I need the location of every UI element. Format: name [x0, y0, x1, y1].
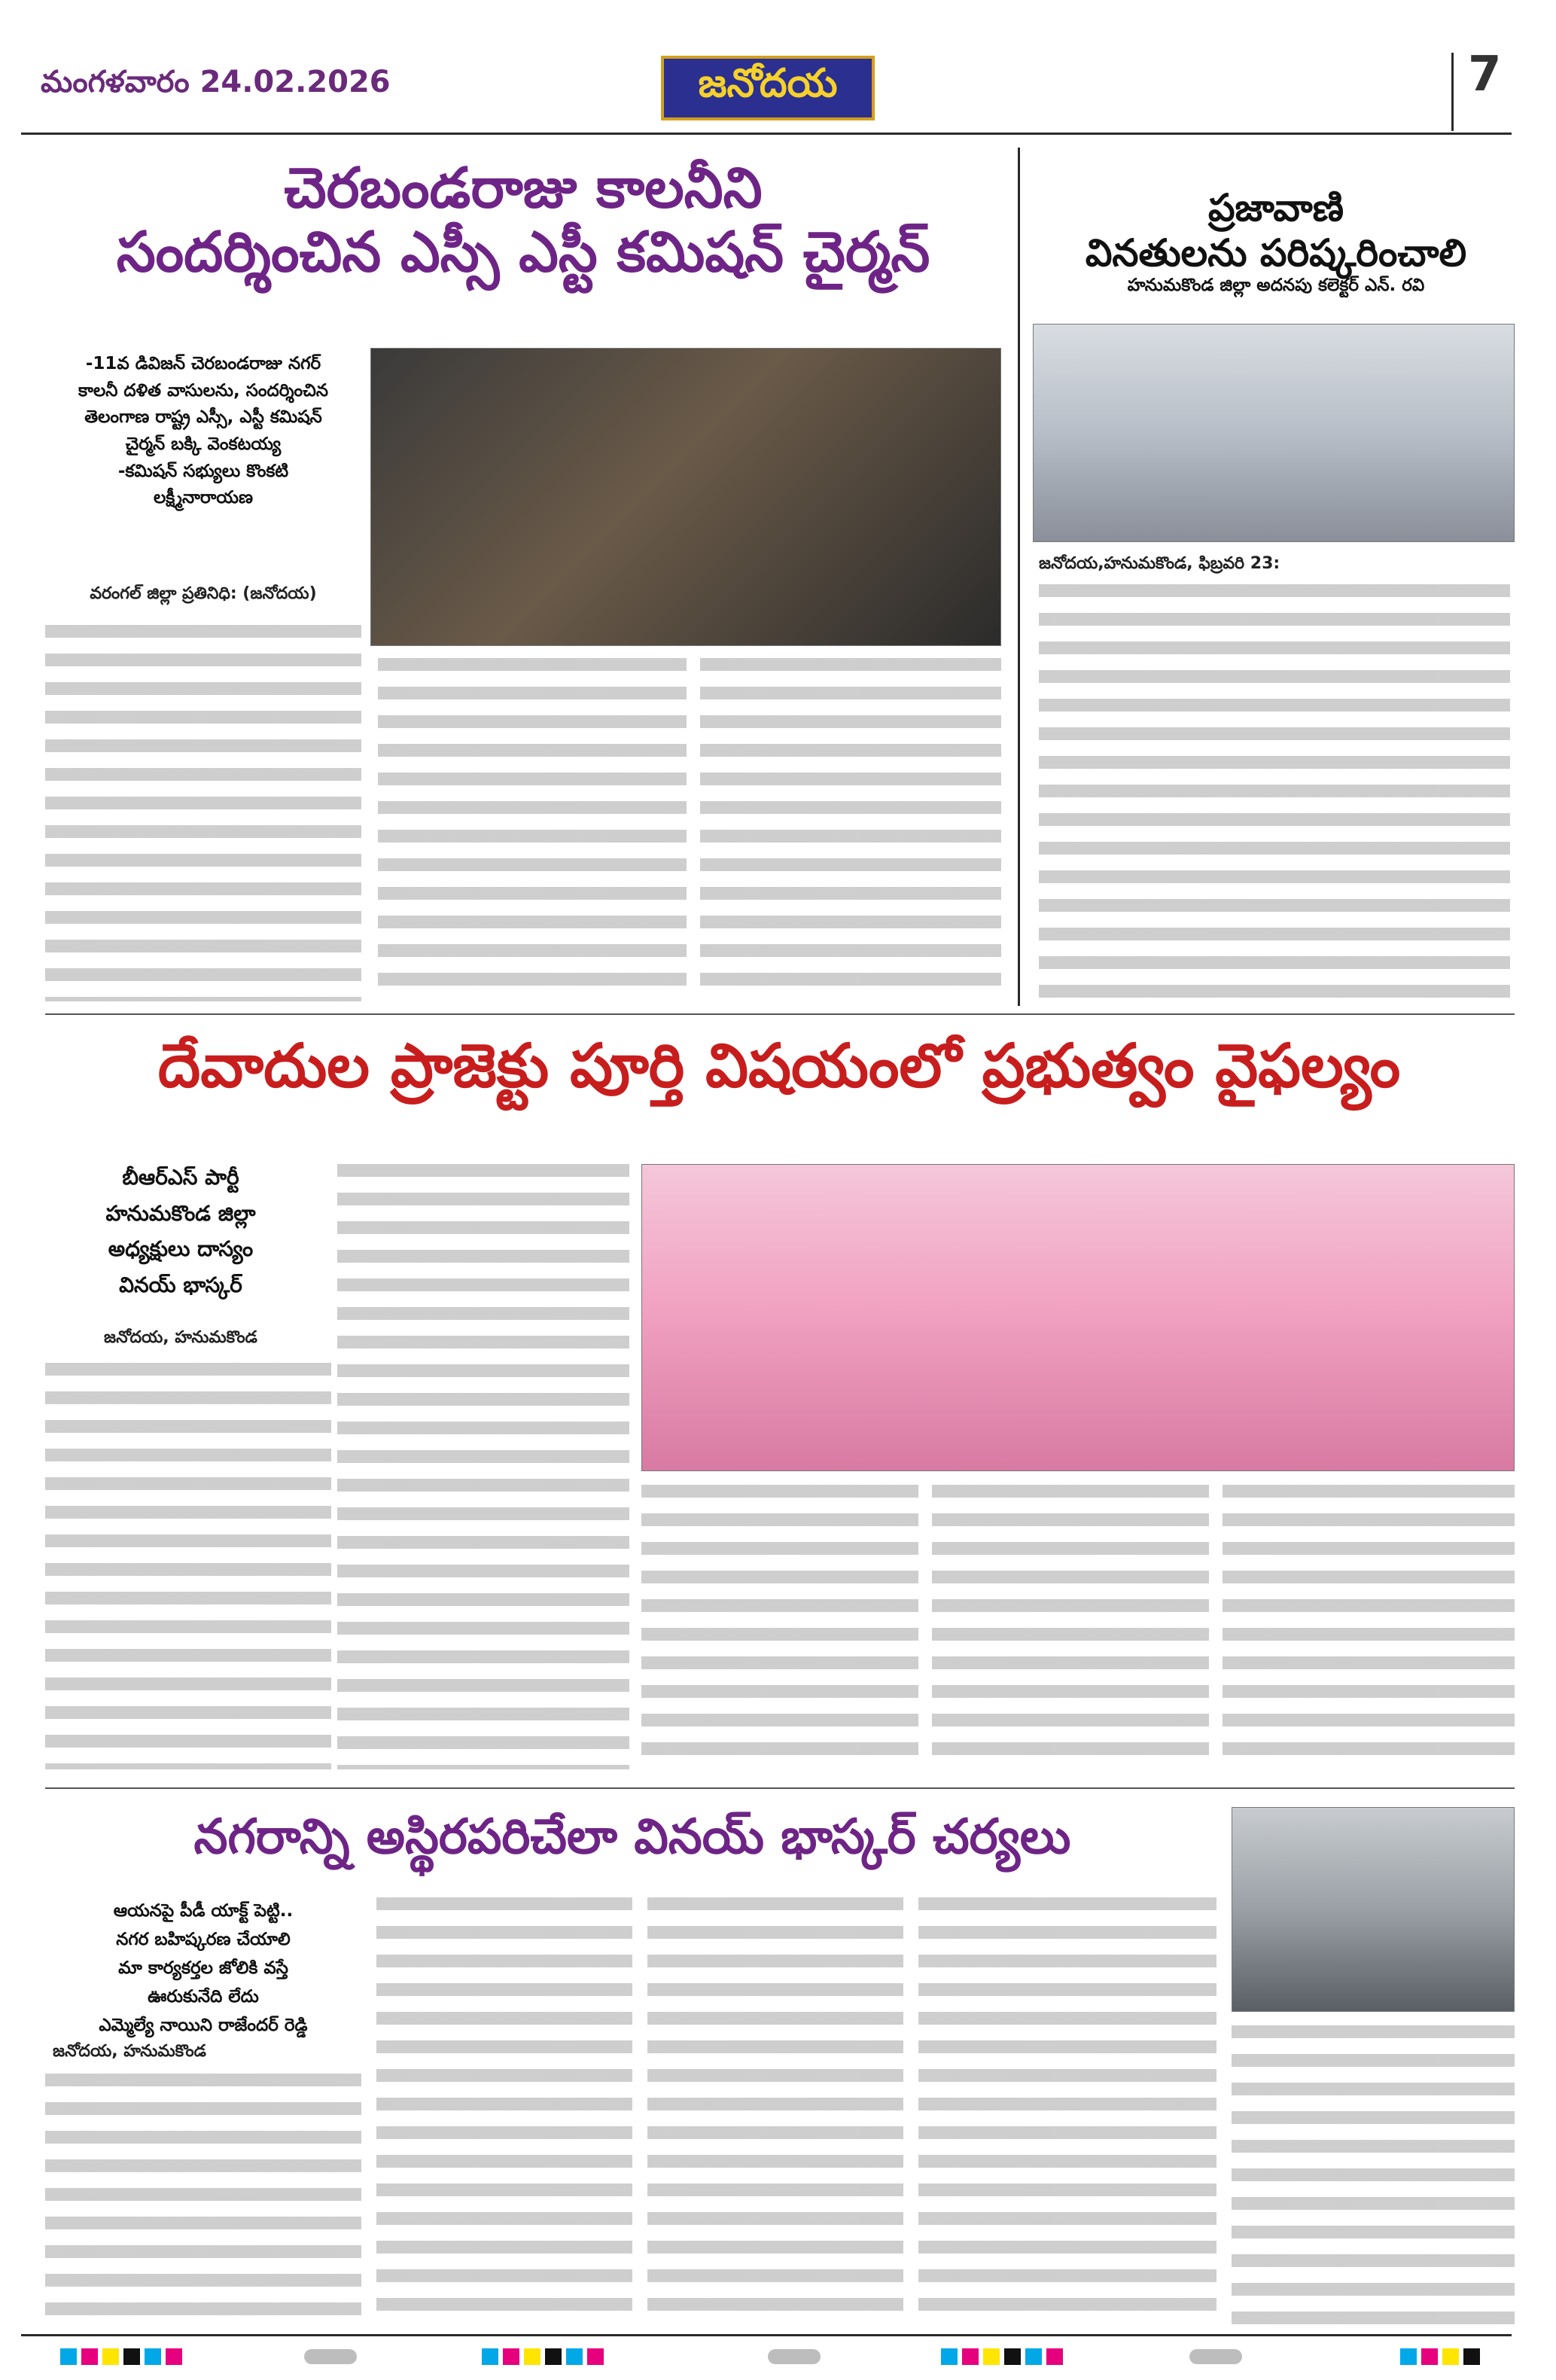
registration-pill [768, 2347, 821, 2366]
story4-headline: నగరాన్ని అస్థిరపరిచేలా వినయ్ భాస్కర్ చర్యలు [193, 1809, 1071, 1865]
logo-text: జనోదయ [698, 60, 838, 106]
story4-sub-line: నగర బహిష్కరణ చేయాలి [116, 1929, 291, 1949]
story2-subhead: హనుమకొండ జిల్లా అదనపు కలెక్టర్ ఎన్. రవి [1127, 276, 1425, 295]
page-number: 7 [1468, 47, 1502, 102]
story4-body-col1 [45, 2074, 361, 2325]
story1-headline-line2: సందర్శించిన ఎస్సీ ఎస్టీ కమిషన్ చైర్మన్ [116, 220, 930, 285]
story4-body-col5 [1232, 2025, 1515, 2325]
story1-sub-line: కాలనీ దళిత వాసులను, సందర్శించిన [78, 380, 328, 401]
story3-headline: దేవాదుల ప్రాజెక్టు పూర్తి విషయంలో ప్రభుత్వం వైఫల్యం [157, 1031, 1401, 1101]
story2-headline [1031, 185, 1521, 276]
footer-rule [21, 2334, 1512, 2336]
story2-headline-line2: వినతులను పరిష్కరించాలి [1085, 231, 1467, 275]
story4-subheads [45, 1897, 361, 2040]
story2-photo [1033, 324, 1515, 542]
story1-headline [45, 157, 1001, 285]
story4-sub-line: ఆయనపై పీడీ యాక్ట్ పెట్టి.. [113, 1901, 294, 1921]
story1-photo [370, 348, 1001, 646]
column-divider [1018, 148, 1020, 1006]
story3-byline: జనోదయ, హనుమకొండ [104, 1328, 257, 1347]
story1-sub-line: తెలంగాణ రాష్ట్ర ఎస్సీ, ఎస్టీ కమిషన్ [84, 407, 322, 428]
story3-subheads [45, 1160, 316, 1303]
story2-body [1039, 584, 1510, 1001]
story3-body-col4 [932, 1485, 1209, 1769]
section-rule [45, 1787, 1515, 1789]
story3-body-col5 [1223, 1485, 1515, 1769]
story3-photo [641, 1164, 1515, 1471]
story4-body-col2 [376, 1897, 632, 2325]
story4-body-col4 [918, 1897, 1216, 2325]
story4-sub-line: ఎమ్మెల్యే నాయిని రాజేందర్ రెడ్డి [99, 2015, 308, 2035]
story4-byline: జనోదయ, హనుమకొండ [53, 2042, 206, 2061]
section-rule [45, 1013, 1515, 1015]
story4-sub-line: ఊరుకునేది లేదు [148, 1986, 259, 2007]
color-registration-strip [482, 2347, 604, 2366]
story3-sub-line: అధ్యక్షులు దాస్యం [108, 1236, 254, 1262]
masthead-divider [1451, 53, 1454, 131]
story3-body-col3 [641, 1485, 918, 1769]
registration-pill [304, 2347, 357, 2366]
story4-body-col3 [647, 1897, 903, 2325]
story4-sub-line: మా కార్యకర్తల జోలికి వస్తే [118, 1958, 288, 1978]
story2-headline-line1: ప్రజావాణి [1208, 186, 1344, 230]
color-registration-strip [60, 2347, 182, 2366]
story3-body-col2 [337, 1164, 629, 1769]
story1-body-col2 [378, 658, 687, 1001]
registration-pill [1189, 2347, 1242, 2366]
masthead-rule [21, 133, 1512, 135]
color-registration-strip [1400, 2347, 1480, 2366]
story3-sub-line: వినయ్ భాస్కర్ [119, 1272, 242, 1297]
newspaper-logo [661, 56, 875, 120]
story1-subheads [45, 351, 361, 512]
story1-sub-line: -కమిషన్ సభ్యులు కొంకటి [117, 461, 289, 481]
story1-sub-line: చైర్మన్ బక్కి వెంకటయ్య [125, 434, 282, 454]
story3-sub-line: హనుమకొండ జిల్లా [105, 1200, 256, 1226]
story1-byline: వరంగల్ జిల్లా ప్రతినిధి: (జనోదయ) [90, 584, 317, 603]
story1-headline-line1: చెరబండరాజు కాలనీని [284, 156, 763, 221]
story1-body-col1 [45, 625, 361, 1001]
story1-sub-line: లక్ష్మీనారాయణ [154, 488, 253, 508]
story1-sub-line: -11వ డివిజన్ చెరబండరాజు నగర్ [85, 354, 321, 373]
color-registration-strip [941, 2347, 1063, 2366]
story2-dateline: జనోదయ,హనుమకొండ, ఫిబ్రవరి 23: [1039, 554, 1280, 573]
story3-body-col1 [45, 1363, 331, 1769]
story4-photo [1232, 1807, 1515, 2012]
story3-sub-line: బీఆర్ఎస్ పార్టీ [122, 1165, 239, 1190]
story1-body-col3 [700, 658, 1001, 1001]
issue-date: మంగళవారం 24.02.2026 [41, 65, 391, 99]
